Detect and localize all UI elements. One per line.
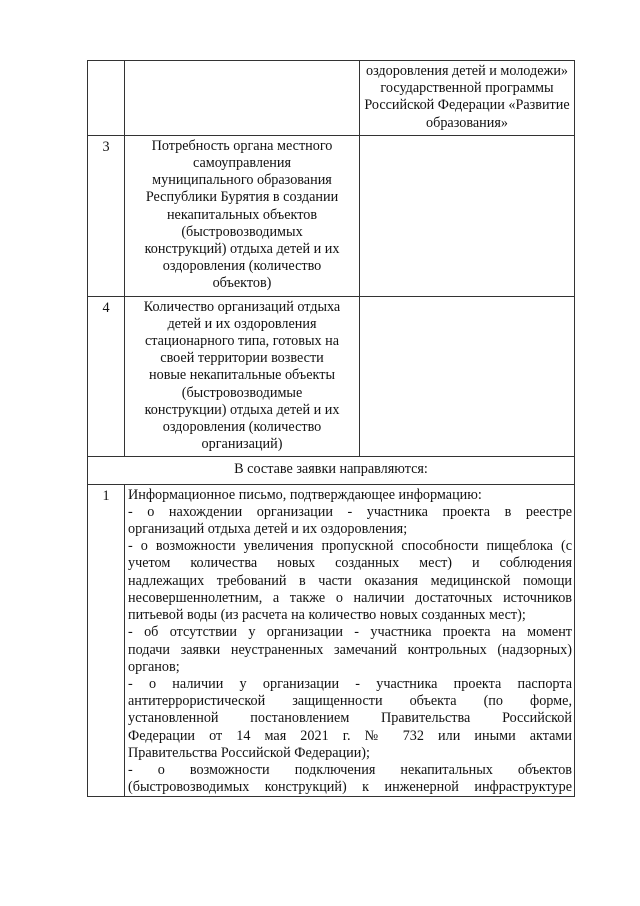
application-table — [87, 60, 575, 797]
list-line: Правительства Российской Федерации); — [128, 744, 370, 761]
indicator-value-cell — [360, 296, 575, 457]
list-line: органов; — [128, 658, 180, 675]
row-number-cell — [88, 61, 125, 136]
list-line: питьевой воды (из расчета на количество новых созданных мест); — [128, 607, 526, 624]
name-line: своей территории возвести — [160, 350, 324, 367]
name-line: стационарного типа, готовых на — [144, 333, 340, 350]
list-line: организаций отдыха детей и их оздоровления; — [128, 521, 408, 538]
value-line: государственной программы — [380, 80, 554, 97]
list-line: несовершеннолетним, а также о наличии достаточных источников — [128, 589, 572, 606]
name-line: муниципального образования — [152, 172, 332, 189]
name-line: конструкции) отдыха детей и их — [144, 401, 340, 418]
name-line: организаций) — [201, 436, 283, 453]
table-row-3 — [88, 135, 575, 296]
list-line: Федерации от 14 мая 2021 г. № 732 или иными актами — [128, 727, 572, 744]
list-line: установленной постановлением Правительства Российской — [128, 710, 572, 727]
table-row-section — [88, 457, 575, 484]
row-number-cell: 1 — [88, 484, 125, 797]
name-line: оздоровления (количество — [162, 419, 322, 436]
indicator-name-cell — [125, 135, 360, 296]
table-row-4 — [88, 296, 575, 457]
name-line: самоуправления — [193, 155, 291, 172]
name-line: (быстровозводимые — [181, 384, 303, 401]
list-line: - об отсутствии у организации - участника проекта на момент — [128, 624, 572, 641]
row-number-cell: 4 — [88, 296, 125, 457]
name-line: Потребность органа местного — [151, 137, 333, 154]
name-line: (быстровозводимых — [181, 223, 303, 240]
list-line: (быстровозводимых конструкций) к инженерной инфраструктуре — [128, 779, 572, 796]
list-line: - о возможности подключения некапитальных объектов — [128, 761, 572, 778]
list-line: подачи заявки неустраненных замечаний контрольных (надзорных) — [128, 641, 572, 658]
name-line: некапитальных объектов — [166, 206, 318, 223]
list-line: - о возможности увеличения пропускной способности пищеблока (с — [128, 538, 572, 555]
table-row-top — [88, 61, 575, 136]
name-line: детей и их оздоровления — [167, 315, 317, 332]
name-line: объектов) — [212, 275, 272, 292]
list-line: антитеррористической защищенности объекта (по форме, — [128, 693, 572, 710]
value-line: образования» — [426, 114, 508, 131]
name-line: конструкций) отдыха детей и их — [144, 241, 340, 258]
value-line: Российской Федерации «Развитие — [364, 97, 570, 114]
indicator-value-cell — [360, 135, 575, 296]
name-line: Количество организаций отдыха — [143, 298, 341, 315]
indicator-name-cell — [125, 61, 360, 136]
name-line: Республики Бурятия в создании — [145, 189, 339, 206]
list-line: - о наличии у организации - участника проекта паспорта — [128, 675, 572, 692]
name-line: новые некапитальные объекты — [149, 367, 335, 384]
value-line: оздоровления детей и молодежи» — [365, 63, 569, 79]
list-line: Информационное письмо, подтверждающее информацию: — [128, 486, 482, 503]
list-line: - о нахождении организации - участника проекта в реестре — [128, 503, 572, 520]
table-row-1 — [88, 484, 575, 797]
row-number-cell: 3 — [88, 135, 125, 296]
indicator-value-cell — [360, 61, 575, 136]
section-header: В составе заявки направляются: — [88, 457, 575, 484]
indicator-name-cell — [125, 296, 360, 457]
name-line: оздоровления (количество — [162, 258, 322, 275]
list-line: надлежащих требований в части оказания медицинской помощи — [128, 572, 572, 589]
documents-list-cell — [125, 484, 575, 797]
list-line: учетом количества новых созданных мест) и соблюдения — [128, 555, 572, 572]
